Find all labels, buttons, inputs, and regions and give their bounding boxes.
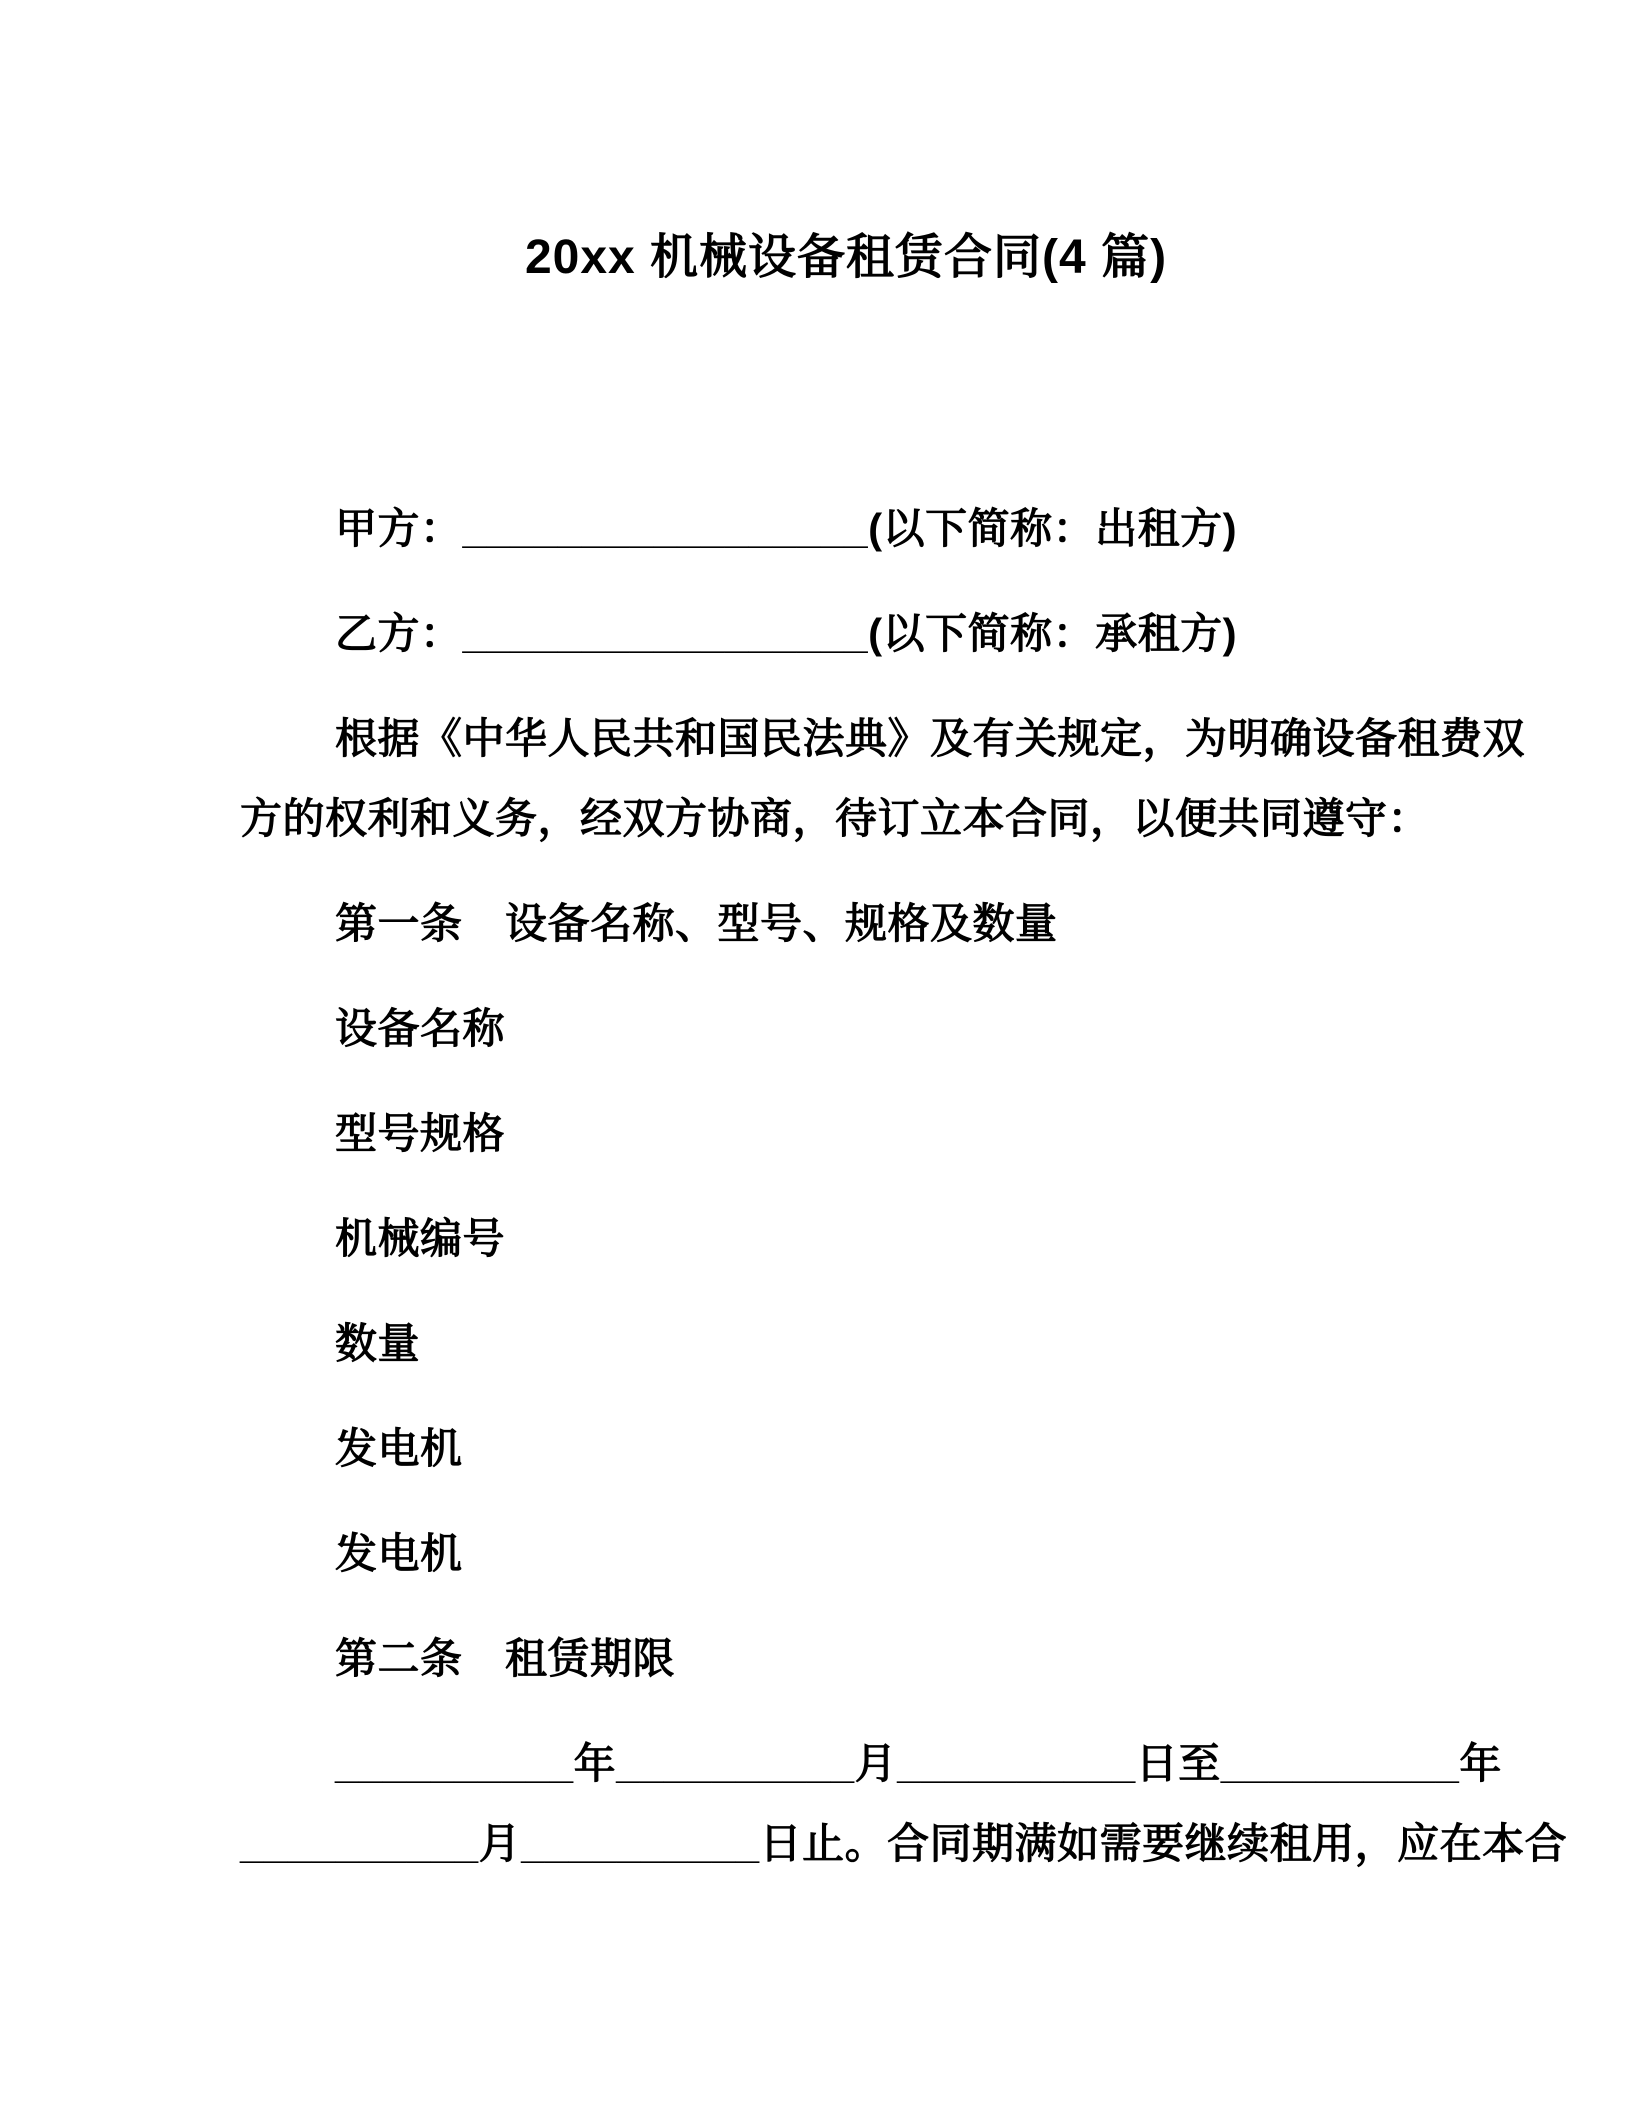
article-1-heading [240, 884, 1452, 964]
item-model-spec [240, 1094, 1452, 1174]
page-title: 20xx 机械设备租赁合同(4 篇) [524, 231, 1168, 284]
party-b-text: 乙方：_________________(以下简称：承租方) [335, 610, 1238, 657]
item-generator-2 [240, 1514, 1452, 1594]
item-generator-1 [240, 1409, 1452, 1489]
item-generator-2-text: 发电机 [335, 1530, 463, 1577]
item-model-spec-text: 型号规格 [335, 1110, 506, 1157]
lease-term-line-2: __________月__________日止。合同期满如需要继续租用，应在本合 [240, 1820, 1568, 1867]
article-2-heading [240, 1619, 1452, 1699]
lease-term [240, 1724, 1568, 1884]
preamble [240, 699, 1526, 859]
item-equipment-name [240, 989, 1452, 1069]
item-machine-number [240, 1199, 1452, 1279]
item-generator-1-text: 发电机 [335, 1425, 463, 1472]
item-quantity [240, 1304, 1452, 1384]
party-a-text: 甲方：_________________(以下简称：出租方) [335, 505, 1238, 552]
article-2-heading-text: 第二条 租赁期限 [335, 1635, 676, 1682]
item-machine-number-text: 机械编号 [335, 1215, 506, 1262]
preamble-line-2: 方的权利和义务，经双方协商，待订立本合同，以便共同遵守： [240, 795, 1431, 842]
item-equipment-name-text: 设备名称 [335, 1005, 506, 1052]
preamble-line-1: 根据《中华人民共和国民法典》及有关规定，为明确设备租费双 [335, 715, 1526, 762]
party-b-line [240, 594, 1452, 674]
party-a-line [240, 489, 1452, 569]
article-1-heading-text: 第一条 设备名称、型号、规格及数量 [335, 900, 1058, 947]
item-quantity-text: 数量 [335, 1320, 421, 1367]
lease-term-line-1: __________年__________月__________日至__________年 [335, 1740, 1502, 1787]
